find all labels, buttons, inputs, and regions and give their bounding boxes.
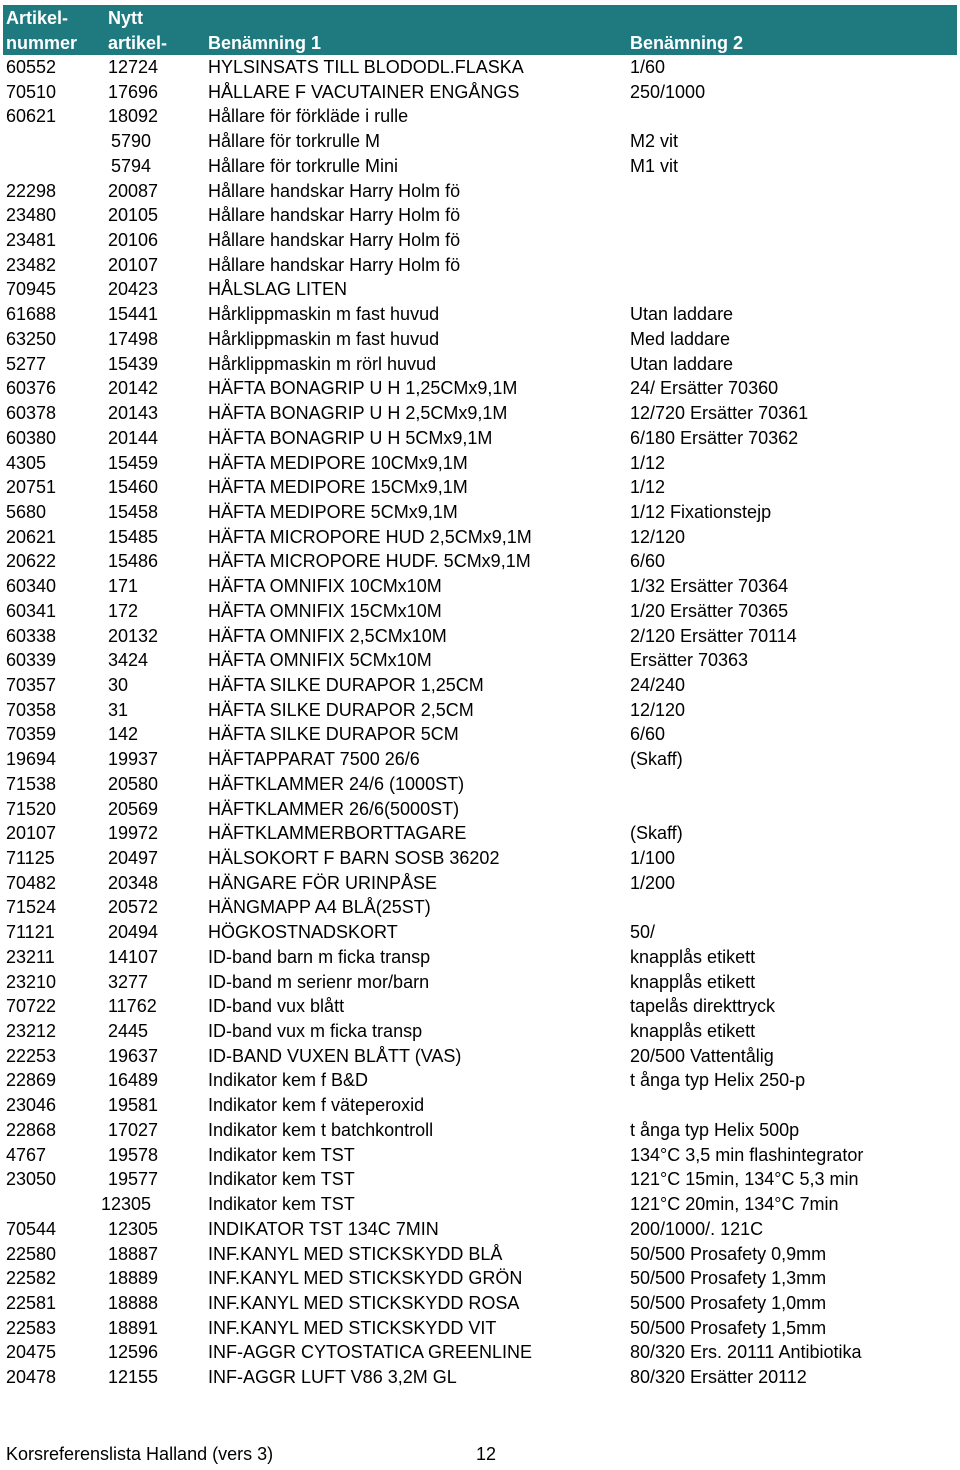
cell-name-2: 1/12 [630, 477, 666, 498]
table-row [0, 747, 960, 772]
cell-name-2: 1/200 [630, 872, 676, 893]
cell-article-number: 23481 [6, 230, 57, 251]
cell-new-article-number: 20106 [108, 230, 159, 251]
cell-name-2: 50/ [630, 922, 656, 943]
table-row [0, 846, 960, 871]
cell-name-2: 134°C 3,5 min flashintegrator [630, 1144, 864, 1165]
cell-new-article-number: 31 [108, 699, 129, 720]
cell-article-number: 20475 [6, 1342, 57, 1363]
cell-name-1: HÄFTAPPARAT 7500 26/6 [208, 749, 420, 770]
cell-name-1: HYLSINSATS TILL BLODODL.FLASKA [208, 57, 524, 77]
cell-article-number: 5277 [6, 353, 47, 374]
cell-new-article-number: 12596 [108, 1342, 159, 1363]
table-row [0, 55, 960, 80]
cell-name-2: 121°C 20min, 134°C 7min [630, 1194, 839, 1215]
cell-new-article-number: 17498 [108, 328, 159, 349]
table-row [0, 821, 960, 846]
cell-name-1: Hållare för torkrulle M [208, 131, 381, 152]
table-row [0, 451, 960, 476]
cell-new-article-number: 19581 [108, 1095, 159, 1116]
cell-new-article-number: 18889 [108, 1268, 159, 1289]
cell-new-article-number: 15458 [108, 501, 159, 522]
cell-name-2: 12/720 Ersätter 70361 [630, 403, 809, 424]
cell-name-2: 24/240 [630, 674, 686, 695]
cell-article-number: 70945 [6, 279, 57, 300]
cell-article-number: 23046 [6, 1095, 57, 1116]
cell-article-number: 23212 [6, 1021, 57, 1042]
table-row [0, 1192, 960, 1217]
table-row [0, 352, 960, 377]
table-row [0, 228, 960, 253]
cell-name-1: HÄFTA OMNIFIX 2,5CMx10M [208, 625, 447, 646]
cell-article-number: 23211 [6, 946, 55, 967]
cell-name-1: Indikator kem t batchkontroll [208, 1119, 434, 1140]
cell-name-1: HÄFTA SILKE DURAPOR 5CM [208, 724, 459, 745]
cell-name-2: 1/32 Ersätter 70364 [630, 576, 789, 597]
cell-new-article-number: 18888 [108, 1292, 159, 1313]
cell-new-article-number: 20497 [108, 848, 159, 868]
cell-name-2: 250/1000 [630, 81, 706, 102]
cell-article-number: 70544 [6, 1218, 57, 1239]
cell-new-article-number: 142 [108, 724, 139, 745]
cell-name-2: Ersätter 70363 [630, 650, 749, 671]
header-article-number-line1: Artikel- [6, 8, 69, 28]
cell-name-2: 50/500 Prosafety 0,9mm [630, 1243, 827, 1264]
cell-name-2: 24/ Ersätter 70360 [630, 378, 779, 399]
cell-name-2: 121°C 15min, 134°C 5,3 min [630, 1169, 859, 1190]
cell-new-article-number: 19972 [108, 823, 159, 844]
cell-new-article-number: 15459 [108, 452, 159, 473]
cell-name-1: HÄFTA MICROPORE HUDF. 5CMx9,1M [208, 551, 531, 572]
table-row [0, 1093, 960, 1118]
table-row [0, 1340, 960, 1365]
table-row [0, 648, 960, 673]
cell-name-1: Indikator kem TST [208, 1144, 355, 1165]
cell-name-1: INF.KANYL MED STICKSKYDD ROSA [208, 1292, 520, 1313]
cell-new-article-number: 18891 [108, 1317, 159, 1338]
cell-name-2: 50/500 Prosafety 1,0mm [630, 1292, 827, 1313]
cell-name-1: Indikator kem f B&D [208, 1070, 369, 1091]
cell-new-article-number: 20107 [108, 254, 159, 275]
cell-new-article-number: 172 [108, 600, 139, 621]
header-new-article-line2: artikel- [108, 33, 168, 53]
cell-new-article-number: 19937 [108, 749, 159, 770]
table-row [0, 797, 960, 822]
cell-name-2: 80/320 Ersätter 20112 [630, 1367, 807, 1388]
cell-new-article-number: 12724 [108, 57, 159, 77]
cell-article-number: 71524 [6, 897, 57, 918]
cell-name-1: INF-AGGR CYTOSTATICA GREENLINE [208, 1342, 533, 1363]
cell-article-number: 60339 [6, 650, 57, 671]
cell-article-number: 22869 [6, 1070, 57, 1091]
cell-name-1: HÄFTKLAMMER 26/6(5000ST) [208, 798, 460, 819]
cell-name-1: HÄFTA OMNIFIX 5CMx10M [208, 650, 432, 671]
table-row [0, 1019, 960, 1044]
cell-name-1: ID-band barn m ficka transp [208, 946, 431, 967]
cell-article-number: 22868 [6, 1119, 57, 1140]
cell-new-article-number: 20423 [108, 279, 159, 300]
cell-name-1: Hållare för förkläde i rulle [208, 106, 409, 127]
cell-name-1: HÄFTA BONAGRIP U H 1,25CMx9,1M [208, 378, 518, 399]
table-row [0, 1068, 960, 1093]
cell-article-number: 60376 [6, 378, 57, 399]
cell-article-number: 23050 [6, 1169, 57, 1190]
cell-name-1: Hållare handskar Harry Holm fö [208, 180, 461, 201]
cell-name-1: HÄFTA BONAGRIP U H 2,5CMx9,1M [208, 403, 508, 424]
cell-article-number: 20751 [6, 477, 57, 498]
table-row [0, 104, 960, 129]
cell-article-number: 20621 [6, 526, 57, 547]
cell-article-number: 61688 [6, 304, 57, 325]
cell-name-2: M1 vit [630, 155, 679, 176]
cell-name-2: Utan laddare [630, 353, 734, 374]
table-row [0, 1143, 960, 1168]
cell-article-number: 60338 [6, 625, 57, 646]
footer-title: Korsreferenslista Halland (vers 3) [6, 1444, 274, 1464]
cell-new-article-number: 20142 [108, 378, 159, 399]
cell-name-2: 20/500 Vattentålig [630, 1045, 774, 1066]
cell-name-1: Indikator kem TST [208, 1169, 355, 1190]
table-row [0, 1316, 960, 1341]
cell-new-article-number: 12305 [108, 1218, 159, 1239]
cell-name-1: Hårklippmaskin m fast huvud [208, 304, 440, 325]
cell-article-number: 60378 [6, 403, 57, 424]
cell-name-2: 12/120 [630, 526, 686, 547]
cell-new-article-number: 5794 [110, 155, 151, 176]
table-row [0, 1365, 960, 1390]
header-new-article-line1: Nytt [108, 8, 143, 28]
table-row [0, 327, 960, 352]
cell-name-2: 1/20 Ersätter 70365 [630, 600, 789, 621]
table-row [0, 698, 960, 723]
cell-name-1: HÅLLARE F VACUTAINER ENGÅNGS [208, 81, 520, 102]
header-name-1: Benämning 1 [208, 33, 322, 53]
cell-name-1: ID-band vux blått [208, 996, 345, 1017]
cell-name-1: HÄFTKLAMMER 24/6 (1000ST) [208, 773, 465, 794]
cell-name-2: knapplås etikett [630, 946, 756, 967]
cell-article-number: 60621 [6, 106, 57, 127]
cell-new-article-number: 20087 [108, 180, 159, 201]
cell-new-article-number: 14107 [108, 946, 159, 967]
table-row [0, 401, 960, 426]
table-row [0, 994, 960, 1019]
table-row [0, 1217, 960, 1242]
cell-article-number: 60341 [6, 600, 57, 621]
cell-article-number: 70510 [6, 81, 57, 102]
table-row [0, 525, 960, 550]
cell-name-2: 1/100 [630, 848, 676, 868]
cell-name-2: knapplås etikett [630, 1021, 756, 1042]
cell-name-1: ID-band vux m ficka transp [208, 1021, 423, 1042]
table-row [0, 1044, 960, 1069]
table-row [0, 1291, 960, 1316]
cell-article-number: 22298 [6, 180, 57, 201]
cell-name-1: HÄLSOKORT F BARN SOSB 36202 [208, 848, 500, 868]
cell-new-article-number: 19578 [108, 1144, 159, 1165]
cell-article-number: 71121 [6, 922, 55, 943]
cell-name-1: INF.KANYL MED STICKSKYDD GRÖN [208, 1268, 523, 1289]
table-row [0, 549, 960, 574]
cell-name-1: Hållare för torkrulle Mini [208, 155, 399, 176]
cell-article-number: 71538 [6, 773, 57, 794]
table-row [0, 426, 960, 451]
cell-article-number: 20478 [6, 1367, 57, 1388]
table-row [0, 203, 960, 228]
cell-name-1: Indikator kem TST [208, 1194, 355, 1215]
table-row [0, 599, 960, 624]
cell-name-2: (Skaff) [630, 823, 683, 844]
table-row [0, 574, 960, 599]
cell-article-number: 71125 [6, 848, 55, 868]
table-row [0, 920, 960, 945]
cell-article-number: 60380 [6, 427, 57, 448]
cell-name-2: 1/60 [630, 57, 666, 77]
table-row [0, 302, 960, 327]
cell-name-1: HÖGKOSTNADSKORT [208, 922, 398, 943]
cell-new-article-number: 20105 [108, 205, 159, 226]
cell-name-2: 2/120 Ersätter 70114 [630, 625, 797, 646]
cell-new-article-number: 20572 [108, 897, 159, 918]
cell-name-1: ID-band m serienr mor/barn [208, 971, 430, 992]
cell-new-article-number: 17027 [108, 1119, 159, 1140]
cell-name-1: Hållare handskar Harry Holm fö [208, 230, 461, 251]
cell-name-1: HÄFTA MICROPORE HUD 2,5CMx9,1M [208, 526, 532, 547]
cell-name-2: 50/500 Prosafety 1,3mm [630, 1268, 827, 1289]
cell-new-article-number: 2445 [108, 1021, 149, 1042]
cell-name-2: Utan laddare [630, 304, 734, 325]
cell-new-article-number: 12155 [108, 1367, 159, 1388]
cell-name-1: Hållare handskar Harry Holm fö [208, 205, 461, 226]
cell-new-article-number: 3424 [108, 650, 149, 671]
cell-name-2: 6/180 Ersätter 70362 [630, 427, 799, 448]
table-row [0, 154, 960, 179]
table-row [0, 277, 960, 302]
cell-name-2: 6/60 [630, 551, 666, 572]
cell-name-1: HÅLSLAG LITEN [208, 279, 348, 300]
cell-new-article-number: 15486 [108, 551, 159, 572]
cell-article-number: 71520 [6, 798, 57, 819]
cell-new-article-number: 12305 [100, 1194, 151, 1215]
table-row [0, 376, 960, 401]
cell-new-article-number: 19577 [108, 1169, 159, 1190]
table-row [0, 1266, 960, 1291]
table-row [0, 500, 960, 525]
table-row [0, 945, 960, 970]
cell-article-number: 5680 [6, 501, 47, 522]
table-row [0, 1118, 960, 1143]
cell-new-article-number: 16489 [108, 1070, 159, 1091]
cell-article-number: 22581 [6, 1292, 57, 1313]
cell-article-number: 20107 [6, 823, 57, 844]
cell-name-1: Hållare handskar Harry Holm fö [208, 254, 461, 275]
cell-article-number: 63250 [6, 328, 57, 349]
table-row [0, 722, 960, 747]
cell-name-1: INDIKATOR TST 134C 7MIN [208, 1218, 439, 1239]
cell-name-2: 50/500 Prosafety 1,5mm [630, 1317, 827, 1338]
cell-new-article-number: 5790 [110, 131, 151, 152]
cell-article-number: 70359 [6, 724, 57, 745]
cell-new-article-number: 15441 [108, 304, 159, 325]
cell-new-article-number: 20132 [108, 625, 159, 646]
cell-name-2: M2 vit [630, 131, 679, 152]
cell-name-1: HÄFTA MEDIPORE 10CMx9,1M [208, 452, 468, 473]
header-article-number-line2: nummer [6, 33, 78, 53]
cell-name-1: HÄFTA SILKE DURAPOR 2,5CM [208, 699, 474, 720]
cell-name-1: Hårklippmaskin m fast huvud [208, 328, 440, 349]
cell-article-number: 22580 [6, 1243, 57, 1264]
table-header [3, 5, 957, 55]
table-row [0, 475, 960, 500]
cell-name-2: tapelås direkttryck [630, 996, 776, 1017]
cell-name-2: t ånga typ Helix 500p [630, 1119, 800, 1140]
cell-new-article-number: 20143 [108, 403, 159, 424]
table-row [0, 1167, 960, 1192]
cell-name-2: 6/60 [630, 724, 666, 745]
cell-new-article-number: 15439 [108, 353, 159, 374]
cell-name-1: HÄNGARE FÖR URINPÅSE [208, 872, 438, 893]
cell-new-article-number: 18887 [108, 1243, 159, 1264]
cell-name-1: Hårklippmaskin m rörl huvud [208, 353, 437, 374]
cell-article-number: 4767 [6, 1144, 47, 1165]
cell-new-article-number: 30 [108, 674, 129, 695]
cell-name-2: Med laddare [630, 328, 731, 349]
cell-name-2: 80/320 Ers. 20111 Antibiotika [630, 1342, 862, 1363]
table-row [0, 772, 960, 797]
cell-article-number: 20622 [6, 551, 57, 572]
cell-name-1: ID-BAND VUXEN BLÅTT (VAS) [208, 1045, 462, 1066]
cell-name-1: INF.KANYL MED STICKSKYDD VIT [208, 1317, 497, 1338]
cell-name-1: INF.KANYL MED STICKSKYDD BLÅ [208, 1243, 503, 1264]
cell-name-2: 12/120 [630, 699, 686, 720]
cell-new-article-number: 15485 [108, 526, 159, 547]
cell-article-number: 70482 [6, 872, 57, 893]
cell-new-article-number: 11762 [108, 996, 157, 1017]
cell-new-article-number: 20569 [108, 798, 159, 819]
cell-name-2: 1/12 [630, 452, 666, 473]
cell-article-number: 70722 [6, 996, 57, 1017]
cell-article-number: 22583 [6, 1317, 57, 1338]
cell-name-2: 200/1000/. 121C [630, 1218, 764, 1239]
table-row [0, 1242, 960, 1267]
cell-name-1: HÄFTA MEDIPORE 5CMx9,1M [208, 501, 458, 522]
cell-article-number: 4305 [6, 452, 47, 473]
table-row [0, 970, 960, 995]
cell-name-1: Indikator kem f väteperoxid [208, 1095, 425, 1116]
cell-new-article-number: 19637 [108, 1045, 159, 1066]
cell-new-article-number: 15460 [108, 477, 159, 498]
cell-article-number: 23210 [6, 971, 57, 992]
table-row [0, 871, 960, 896]
cell-name-1: INF-AGGR LUFT V86 3,2M GL [208, 1367, 457, 1388]
cell-name-1: HÄFTA OMNIFIX 10CMx10M [208, 576, 442, 597]
cell-article-number: 60552 [6, 57, 57, 77]
cell-name-2: (Skaff) [630, 749, 683, 770]
cell-new-article-number: 20348 [108, 872, 159, 893]
cell-name-1: HÄFTA OMNIFIX 15CMx10M [208, 600, 442, 621]
cell-name-1: HÄFTA SILKE DURAPOR 1,25CM [208, 674, 484, 695]
cell-article-number: 22253 [6, 1045, 57, 1066]
cell-name-1: HÄFTA BONAGRIP U H 5CMx9,1M [208, 427, 493, 448]
cell-new-article-number: 171 [108, 576, 139, 597]
cell-article-number: 70357 [6, 674, 57, 695]
table-row [0, 129, 960, 154]
cell-name-1: HÄFTKLAMMERBORTTAGARE [208, 823, 467, 844]
product-table [0, 55, 960, 1390]
table-row [0, 895, 960, 920]
cell-new-article-number: 20580 [108, 773, 159, 794]
table-row [0, 624, 960, 649]
cell-new-article-number: 20494 [108, 922, 159, 943]
table-row [0, 80, 960, 105]
table-row [0, 673, 960, 698]
cell-article-number: 23482 [6, 254, 57, 275]
cell-new-article-number: 3277 [108, 971, 149, 992]
cell-article-number: 70358 [6, 699, 57, 720]
cell-article-number: 22582 [6, 1268, 57, 1289]
cell-new-article-number: 17696 [108, 81, 159, 102]
page-number: 12 [476, 1444, 497, 1464]
cell-name-2: 1/12 Fixationstejp [630, 501, 772, 522]
cell-article-number: 60340 [6, 576, 57, 597]
table-row [0, 253, 960, 278]
header-name-2: Benämning 2 [630, 33, 744, 53]
table-row [0, 179, 960, 204]
cell-name-1: HÄNGMAPP A4 BLÅ(25ST) [208, 897, 431, 918]
cell-name-2: t ånga typ Helix 250-p [630, 1070, 806, 1091]
cell-new-article-number: 18092 [108, 106, 159, 127]
cell-article-number: 23480 [6, 205, 57, 226]
cell-article-number: 19694 [6, 749, 57, 770]
cell-name-2: knapplås etikett [630, 971, 756, 992]
cell-new-article-number: 20144 [108, 427, 159, 448]
cell-name-1: HÄFTA MEDIPORE 15CMx9,1M [208, 477, 468, 498]
